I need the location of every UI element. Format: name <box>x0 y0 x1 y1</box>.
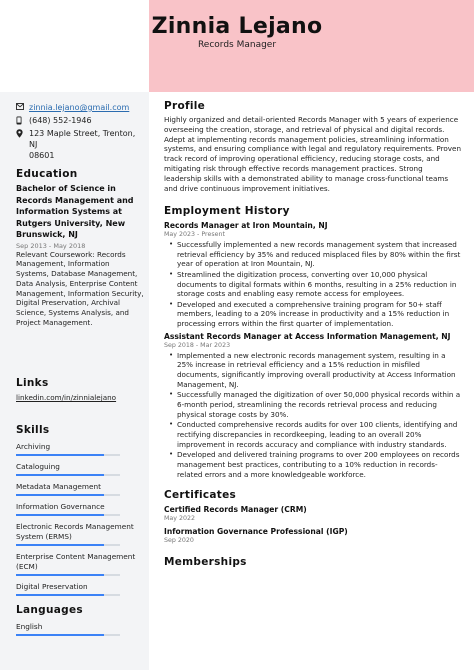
skill-level-bar <box>16 454 120 456</box>
main-content <box>164 92 462 568</box>
skill-item <box>16 462 144 476</box>
skill-level-bar <box>16 514 120 516</box>
sidebar <box>0 92 149 670</box>
skill-item <box>16 482 144 496</box>
language-item <box>16 622 144 636</box>
certificates-section <box>164 489 462 545</box>
skill-item <box>16 522 144 546</box>
education-title: Education <box>16 168 78 180</box>
skill-name: Enterprise Content Management (ECM) <box>16 552 136 571</box>
certificates-list <box>164 505 462 545</box>
skill-item <box>16 442 144 456</box>
job-bullets <box>164 351 462 480</box>
certificate-item <box>164 505 462 524</box>
languages-section <box>16 604 144 636</box>
skill-name: Archiving <box>16 442 51 451</box>
skills-list <box>16 442 144 596</box>
envelope-icon <box>16 102 29 110</box>
education-coursework: Relevant Coursework: Records Management, Information Systems, Database Management, Data Analysis, Enterprise Content Management, Information Security, Digital Preservation, Archival Science, Systems Analysis, and Project Management. <box>16 249 144 328</box>
certificates-title: Certificates <box>164 489 237 502</box>
candidate-role: Records Manager <box>197 40 277 50</box>
job-entry <box>164 221 462 329</box>
certificate-item <box>164 527 462 546</box>
location-pin-icon <box>16 128 29 138</box>
skills-title: Skills <box>16 424 50 436</box>
skill-level-bar <box>16 574 120 576</box>
languages-title: Languages <box>16 604 83 616</box>
candidate-name: Zinnia Lejano <box>151 14 323 39</box>
contact-phone: (648) 552-1946 <box>29 116 92 125</box>
job-title: Assistant Records Manager at Access Information Management, NJ <box>164 332 451 342</box>
language-level-fill <box>16 634 104 636</box>
linkedin-link[interactable]: linkedin.com/in/zinnialejano <box>16 393 117 402</box>
skill-level-fill <box>16 514 104 516</box>
employment-section <box>164 205 462 479</box>
skill-item <box>16 582 144 596</box>
job-bullet: • Conducted comprehensive records audits for over 100 clients, identifying and rectifying discrepancies in recordkeeping, leading to an overall 20% improvement in records accuracy and compliance with industry standards. <box>164 420 462 449</box>
skill-level-fill <box>16 574 104 576</box>
skill-name: Information Governance <box>16 502 105 511</box>
skill-level-fill <box>16 594 104 596</box>
skill-level-bar <box>16 474 120 476</box>
education-degree: Bachelor of Science in Records Management and Information Systems at Rutgers University, New Brunswick, NJ <box>16 184 134 239</box>
skill-level-fill <box>16 544 104 546</box>
job-dates: Sep 2018 - Mar 2023 <box>164 342 231 350</box>
resume-header <box>0 0 474 92</box>
job-bullet: • Successfully managed the digitization of over 50,000 physical records within a 6-month period, streamlining the records retrieval process and reducing physical storage costs by 30%. <box>164 390 462 419</box>
skill-item <box>16 552 144 576</box>
job-title: Records Manager at Iron Mountain, NJ <box>164 221 328 231</box>
skill-name: Cataloguing <box>16 462 60 471</box>
certificate-date: May 2022 <box>164 515 196 523</box>
profile-text: Highly organized and detail-oriented Records Manager with 5 years of experience overseeing the creation, storage, and retrieval of physical and digital records. Adept at implementing records management policies, streamlining information systems, and ensuring compliance with legal and regulatory requirements. Proven track record of improving operational efficiency, reducing storage costs, and mitigating risk through effective records management practices. Strong leadership skills with a demonstrated ability to manage cross-functional teams and drive continuous improvement initiatives. <box>164 115 462 193</box>
links-title: Links <box>16 377 49 389</box>
contact-phone-row <box>16 115 144 126</box>
job-bullet: • Developed and delivered training programs to over 200 employees on records management best practices, contributing to a 10% reduction in records-related errors and a more knowledgeable workforce. <box>164 450 462 479</box>
languages-list <box>16 622 144 636</box>
skill-level-fill <box>16 494 104 496</box>
certificate-date: Sep 2020 <box>164 536 194 544</box>
job-bullets <box>164 240 462 329</box>
links-section <box>16 377 144 403</box>
certificate-name: Certified Records Manager (CRM) <box>164 505 307 515</box>
job-entry <box>164 332 462 479</box>
job-dates: May 2023 - Present <box>164 231 225 239</box>
language-level-bar <box>16 634 120 636</box>
memberships-title: Memberships <box>164 556 247 569</box>
skill-level-bar <box>16 594 120 596</box>
skill-name: Metadata Management <box>16 482 101 491</box>
education-dates: Sep 2013 - May 2018 <box>16 241 86 250</box>
contact-info <box>16 102 144 163</box>
skill-level-bar <box>16 494 120 496</box>
skill-level-fill <box>16 454 104 456</box>
contact-address <box>29 128 144 161</box>
contact-email-row <box>16 102 144 113</box>
skill-name: Electronic Records Management System (ERMS) <box>16 522 134 541</box>
job-bullet: • Developed and executed a comprehensive training program for 50+ staff members, leading to a 20% increase in productivity and a 15% reduction in processing errors within the first quarter of implementation. <box>164 300 462 329</box>
skill-level-fill <box>16 474 104 476</box>
skills-section <box>16 424 144 596</box>
contact-address-row <box>16 128 144 161</box>
profile-section <box>164 100 462 193</box>
contact-email[interactable]: zinnia.lejano@gmail.com <box>29 103 130 112</box>
certificate-name: Information Governance Professional (IGP) <box>164 526 348 536</box>
employment-title: Employment History <box>164 205 290 218</box>
job-bullet: • Implemented a new electronic records management system, resulting in a 25% increase in retrieval efficiency and a 15% reduction in misfiled documents, significantly improving overall productivity at Access Information Management, NJ. <box>164 351 462 390</box>
job-bullet: • Successfully implemented a new records management system that increased retrieval efficiency by 35% and reduced misplaced files by 80% within the first year of operation at Iron Mountain, NJ. <box>164 240 462 269</box>
job-bullet: • Streamlined the digitization process, converting over 10,000 physical documents to digital formats within 6 months, resulting in a 25% reduction in storage costs and enabling easy remote access for employees. <box>164 270 462 299</box>
phone-icon <box>16 115 29 125</box>
language-name: English <box>16 622 43 631</box>
skill-name: Digital Preservation <box>16 582 88 591</box>
address-line-1: 123 Maple Street, Trenton, NJ <box>29 129 136 149</box>
jobs-list <box>164 221 462 479</box>
skill-level-bar <box>16 544 120 546</box>
memberships-section <box>164 556 462 568</box>
address-line-2: 08601 <box>29 151 55 160</box>
skill-item <box>16 502 144 516</box>
profile-title: Profile <box>164 100 206 112</box>
education-section <box>16 168 144 328</box>
